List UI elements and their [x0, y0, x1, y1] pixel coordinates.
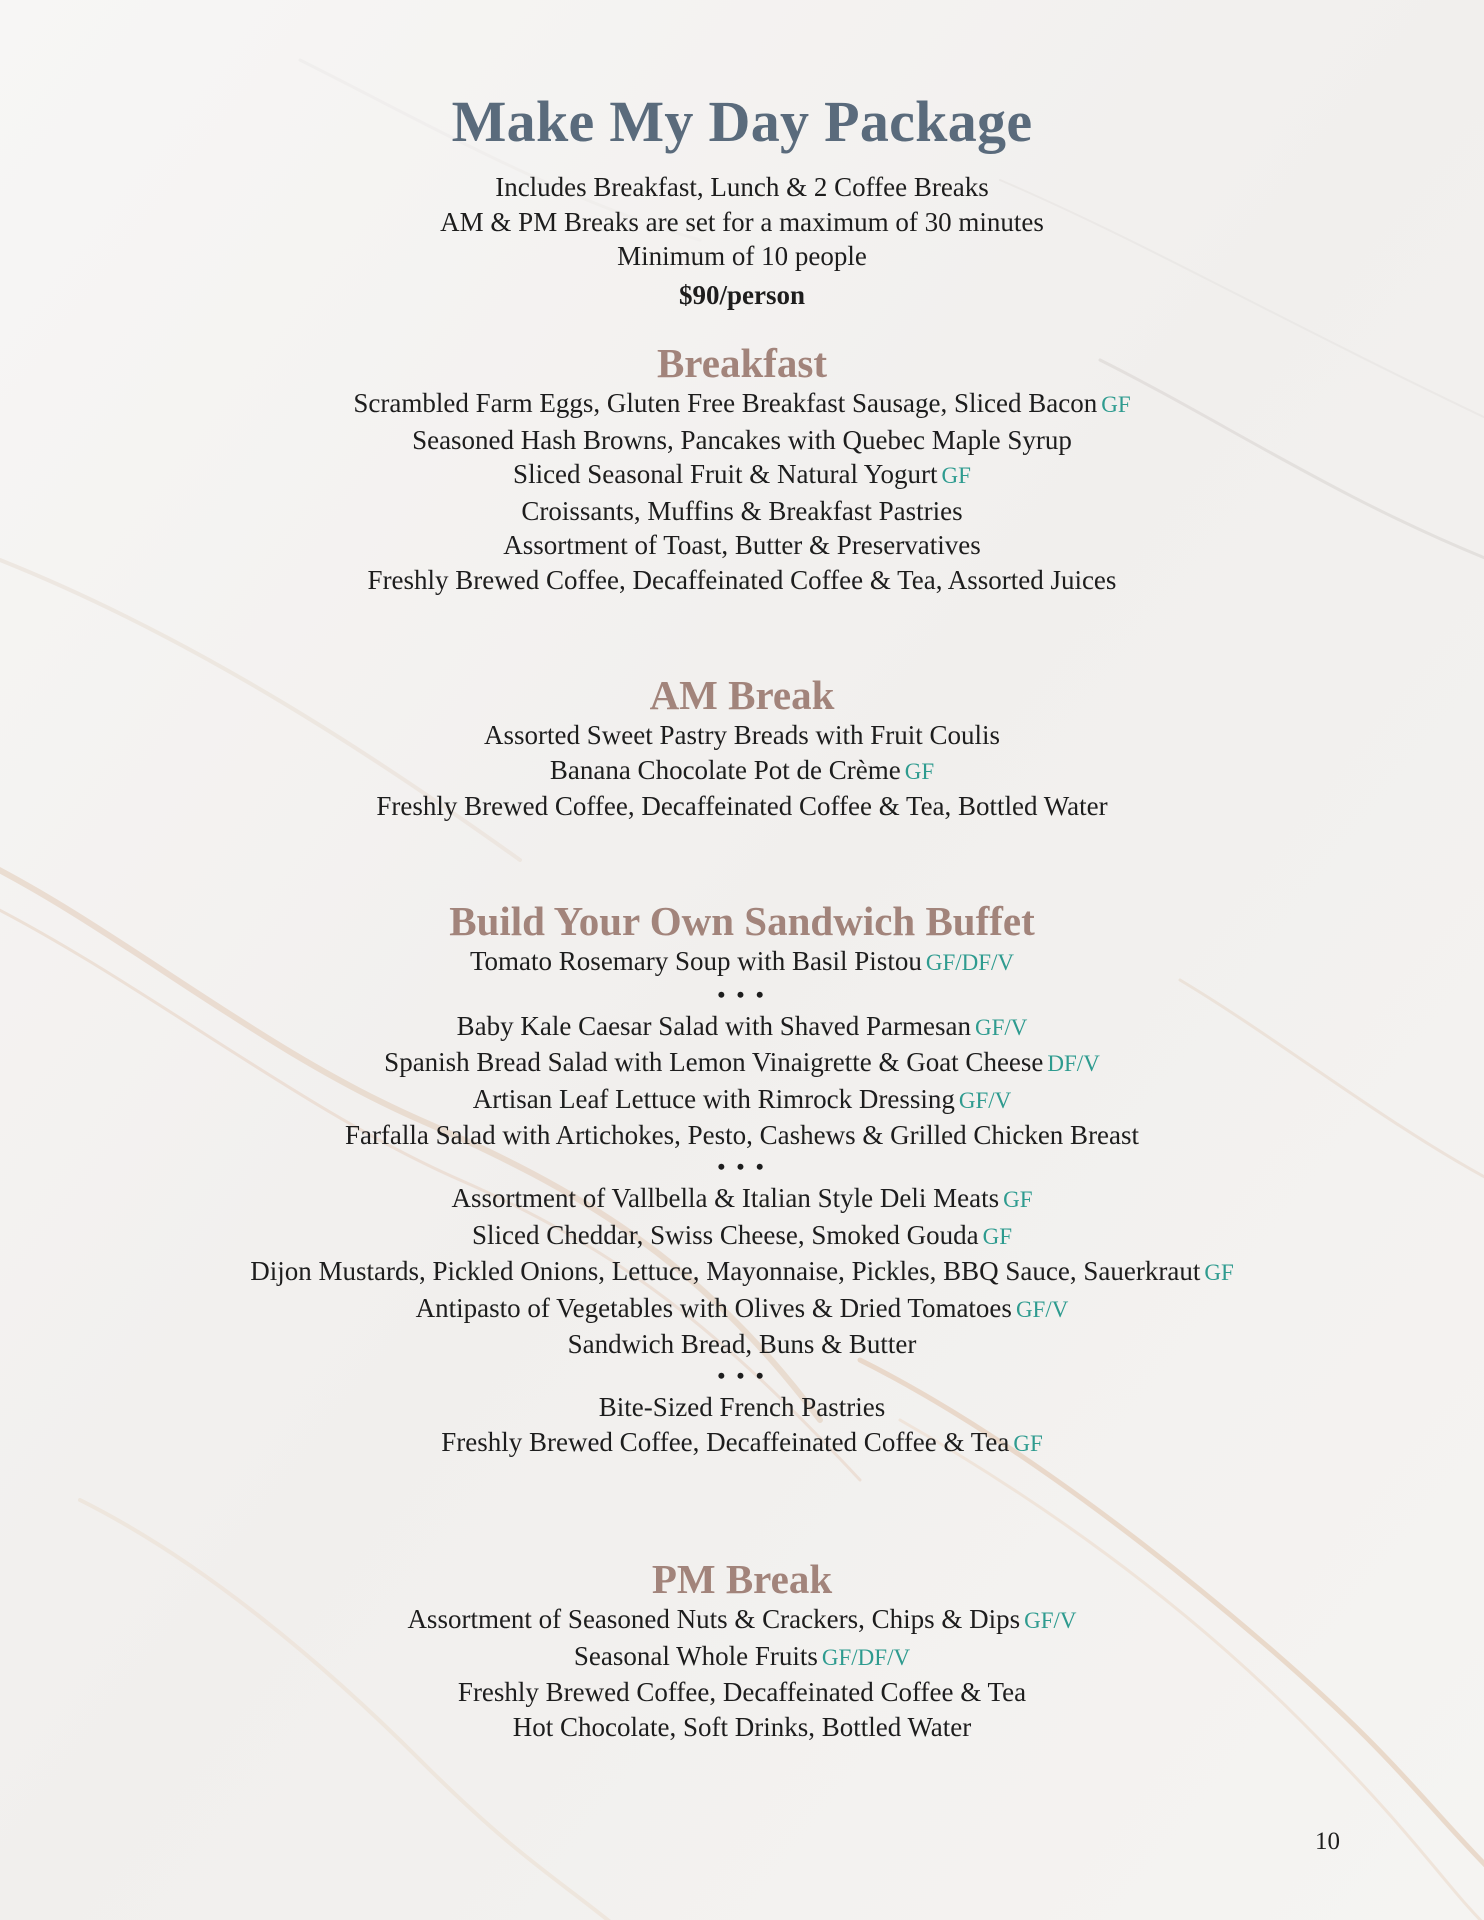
dietary-tag: GF/V — [1024, 1608, 1077, 1633]
menu-item-text: Seasoned Hash Browns, Pancakes with Quebec Maple Syrup — [412, 424, 1072, 455]
section-heading: AM Break — [649, 672, 835, 718]
dietary-tag: GF/V — [974, 1014, 1028, 1040]
package-price: $90/person — [678, 279, 805, 310]
page-number: 10 — [1315, 1828, 1340, 1855]
menu-item — [0, 944, 1484, 981]
menu-item-text: Freshly Brewed Coffee, Decaffeinated Coffee & Tea, Bottled Water — [376, 791, 1108, 822]
dietary-tag: GF — [982, 1223, 1012, 1249]
menu-item — [0, 718, 1484, 753]
separator-dots: • • • — [717, 1153, 767, 1179]
dietary-tag: GF — [1003, 1186, 1033, 1212]
menu-list — [0, 944, 1484, 981]
separator-dots: • • • — [717, 981, 767, 1007]
dietary-tag: GF — [1013, 1430, 1043, 1456]
menu-item — [0, 457, 1484, 494]
menu-item-text: Spanish Bread Salad with Lemon Vinaigrette & Goat Cheese — [384, 1047, 1044, 1078]
menu-item — [0, 1254, 1484, 1291]
menu-list — [0, 1009, 1484, 1153]
menu-item-text: Bite-Sized French Pastries — [598, 1391, 886, 1422]
dietary-tag: GF/DF/V — [821, 1644, 911, 1670]
dietary-tag: GF — [941, 463, 971, 489]
menu-item-text: Freshly Brewed Coffee, Decaffeinated Coffee & Tea, Assorted Juices — [367, 564, 1117, 595]
menu-item-text: Tomato Rosemary Soup with Basil Pistou — [469, 946, 922, 976]
menu-item-text: Croissants, Muffins & Breakfast Pastries — [521, 495, 963, 526]
menu-list — [0, 1390, 1484, 1461]
dietary-tag: GF/V — [1015, 1296, 1069, 1322]
section-heading: Breakfast — [656, 340, 828, 386]
section-heading: PM Break — [651, 1556, 833, 1602]
menu-item-text: Freshly Brewed Coffee, Decaffeinated Coffee & Tea — [441, 1426, 1010, 1457]
menu-item — [0, 1639, 1484, 1676]
menu-item-text: Seasonal Whole Fruits — [573, 1640, 818, 1671]
breakfast-section — [0, 340, 1484, 598]
menu-item-text: Farfalla Salad with Artichokes, Pesto, Cashews & Grilled Chicken Breast — [344, 1120, 1140, 1151]
menu-item — [0, 789, 1484, 824]
menu-item — [0, 1390, 1484, 1425]
menu-item-text: Sliced Cheddar, Swiss Cheese, Smoked Gouda — [471, 1219, 979, 1250]
menu-item-text: Sliced Seasonal Fruit & Natural Yogurt — [513, 459, 938, 490]
menu-list — [0, 1181, 1484, 1362]
dietary-tag: GF — [904, 758, 935, 784]
menu-item-text: Sandwich Bread, Buns & Butter — [567, 1329, 917, 1360]
intro-line: AM & PM Breaks are set for a maximum of 30 minutes — [440, 206, 1044, 237]
menu-item-text: Artisan Leaf Lettuce with Rimrock Dressing — [472, 1083, 955, 1114]
menu-item — [0, 1045, 1484, 1082]
menu-item — [0, 494, 1484, 529]
menu-item — [0, 1218, 1484, 1255]
menu-item-text: Assortment of Vallbella & Italian Style Deli Meats — [451, 1182, 1000, 1213]
separator-dots: • • • — [717, 1362, 767, 1388]
menu-item — [0, 1009, 1484, 1046]
menu-item — [0, 1082, 1484, 1119]
menu-item — [0, 1675, 1484, 1710]
dietary-tag: GF — [1204, 1260, 1234, 1286]
package-intro — [0, 170, 1484, 312]
menu-item — [0, 1327, 1484, 1362]
menu-item-text: Freshly Brewed Coffee, Decaffeinated Coffee & Tea — [457, 1677, 1027, 1708]
lunch-section — [0, 898, 1484, 1461]
menu-list — [0, 1602, 1484, 1744]
menu-item — [0, 1118, 1484, 1153]
page-title: Make My Day Package — [451, 89, 1033, 154]
menu-item-text: Baby Kale Caesar Salad with Shaved Parmesan — [456, 1010, 971, 1041]
section-heading: Build Your Own Sandwich Buffet — [449, 898, 1035, 944]
dietary-tag: DF/V — [1047, 1051, 1100, 1077]
intro-line: Minimum of 10 people — [617, 241, 867, 272]
menu-item-text: Assortment of Toast, Butter & Preservatives — [503, 530, 981, 561]
menu-list — [0, 718, 1484, 824]
menu-item-text: Assortment of Seasoned Nuts & Crackers, Chips & Dips — [407, 1604, 1021, 1634]
menu-item-text: Dijon Mustards, Pickled Onions, Lettuce, Mayonnaise, Pickles, BBQ Sauce, Sauerkraut — [250, 1256, 1201, 1287]
menu-item — [0, 1710, 1484, 1745]
menu-item — [0, 528, 1484, 563]
menu-item — [0, 1291, 1484, 1328]
menu-item — [0, 1425, 1484, 1462]
intro-line: Includes Breakfast, Lunch & 2 Coffee Breaks — [495, 172, 989, 202]
menu-item — [0, 753, 1484, 790]
am-break-section — [0, 672, 1484, 824]
menu-item-text: Banana Chocolate Pot de Crème — [549, 754, 901, 785]
menu-item — [0, 563, 1484, 598]
menu-item — [0, 1181, 1484, 1218]
menu-item-text: Assorted Sweet Pastry Breads with Fruit Coulis — [484, 720, 1000, 750]
pm-break-section — [0, 1556, 1484, 1744]
dietary-tag: GF/DF/V — [925, 950, 1015, 975]
menu-item-text: Scrambled Farm Eggs, Gluten Free Breakfast Sausage, Sliced Bacon — [353, 388, 1098, 418]
menu-item-text: Hot Chocolate, Soft Drinks, Bottled Water — [512, 1711, 972, 1742]
menu-item — [0, 386, 1484, 423]
menu-item-text: Antipasto of Vegetables with Olives & Dried Tomatoes — [415, 1292, 1012, 1323]
menu-item — [0, 423, 1484, 458]
menu-list — [0, 386, 1484, 598]
dietary-tag: GF/V — [958, 1087, 1012, 1113]
menu-item — [0, 1602, 1484, 1639]
dietary-tag: GF — [1101, 392, 1131, 417]
